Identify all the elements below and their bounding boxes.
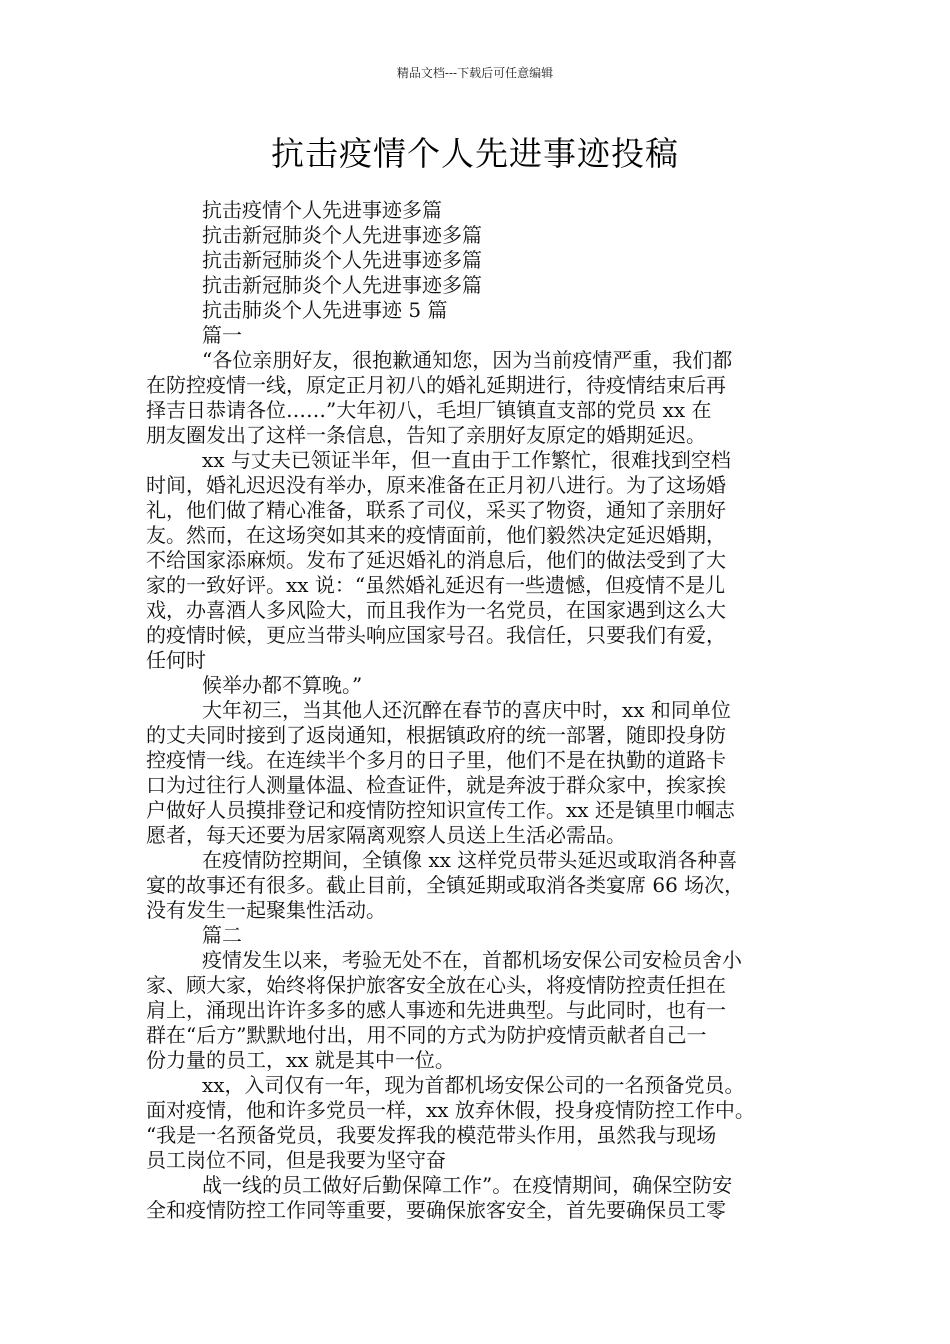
body-line: 户做好人员摸排登记和疫情防控知识宣传工作。xx 还是镇里巾帼志 bbox=[146, 798, 735, 822]
body-line: 的丈夫同时接到了返岗通知，根据镇政府的统一部署，随即投身防 bbox=[146, 723, 726, 747]
body-line: 抗击疫情个人先进事迹多篇 bbox=[202, 198, 442, 222]
body-line: 不给国家添麻烦。发布了延迟婚礼的消息后，他们的做法受到了大 bbox=[146, 548, 726, 572]
body-line: 全和疫情防控工作同等重要，要确保旅客安全，首先要确保员工零 bbox=[146, 1198, 726, 1222]
body-line: 任何时 bbox=[146, 648, 206, 672]
body-line: 没有发生一起聚集性活动。 bbox=[146, 898, 386, 922]
body-line: 大年初三，当其他人还沉醉在春节的喜庆中时，xx 和同单位 bbox=[202, 698, 731, 722]
body-line: “各位亲朋好友，很抱歉通知您，因为当前疫情严重，我们都 bbox=[202, 348, 733, 372]
document-body bbox=[146, 198, 814, 1223]
body-line: 抗击新冠肺炎个人先进事迹多篇 bbox=[202, 248, 482, 272]
body-line: xx 与丈夫已领证半年，但一直由于工作繁忙，很难找到空档 bbox=[202, 448, 731, 472]
body-line: 抗击新冠肺炎个人先进事迹多篇 bbox=[202, 223, 482, 247]
body-line: 肩上，涌现出许许多多的感人事迹和先进典型。与此同时，也有一 bbox=[146, 998, 726, 1022]
body-line: “我是一名预备党员，我要发挥我的模范带头作用，虽然我与现场 bbox=[146, 1123, 717, 1147]
body-line: xx，入司仅有一年，现为首都机场安保公司的一名预备党员。 bbox=[202, 1073, 745, 1097]
body-line: 时间，婚礼迟迟没有举办，原来准备在正月初八进行。为了这场婚 bbox=[146, 473, 726, 497]
body-line: 口为过往行人测量体温、检查证件，就是奔波于群众家中，挨家挨 bbox=[146, 773, 726, 797]
body-line: 礼，他们做了精心准备，联系了司仪，采买了物资，通知了亲朋好 bbox=[146, 498, 726, 522]
document-title: 抗击疫情个人先进事迹投稿 bbox=[271, 134, 679, 173]
body-line: 抗击新冠肺炎个人先进事迹多篇 bbox=[202, 273, 482, 297]
body-line: 抗击肺炎个人先进事迹 5 篇 bbox=[202, 298, 448, 322]
body-line: 择吉日恭请各位……”大年初八，毛坦厂镇镇直支部的党员 xx 在 bbox=[146, 398, 712, 422]
body-line: 家的一致好评。xx 说：“虽然婚礼延迟有一些遗憾，但疫情不是儿 bbox=[146, 573, 726, 597]
body-line: 候举办都不算晚。” bbox=[202, 673, 363, 697]
body-line: 愿者，每天还要为居家隔离观察人员送上生活必需品。 bbox=[146, 823, 626, 847]
body-line: 份力量的员工，xx 就是其中一位。 bbox=[146, 1048, 455, 1072]
body-line: 控疫情一线。在连续半个多月的日子里，他们不是在执勤的道路卡 bbox=[146, 748, 726, 772]
body-line: 的疫情时候，更应当带头响应国家号召。我信任，只要我们有爱， bbox=[146, 623, 726, 647]
body-line: 友。然而，在这场突如其来的疫情面前，他们毅然决定延迟婚期， bbox=[146, 523, 726, 547]
body-line: 面对疫情，他和许多党员一样，xx 放弃休假，投身疫情防控工作中。 bbox=[146, 1098, 755, 1122]
body-line: 疫情发生以来，考验无处不在，首都机场安保公司安检员舍小 bbox=[202, 948, 742, 972]
body-line: 在防控疫情一线，原定正月初八的婚礼延期进行，待疫情结束后再 bbox=[146, 373, 726, 397]
body-line: 篇一 bbox=[202, 323, 242, 347]
body-line: 家、顾大家，始终将保护旅客安全放在心头，将疫情防控责任担在 bbox=[146, 973, 726, 997]
body-line: 朋友圈发出了这样一条信息，告知了亲朋好友原定的婚期延迟。 bbox=[146, 423, 706, 447]
body-line: 员工岗位不同，但是我要为坚守奋 bbox=[146, 1148, 446, 1172]
body-line: 戏，办喜酒人多风险大，而且我作为一名党员，在国家遇到这么大 bbox=[146, 598, 726, 622]
body-line: 群在“后方”默默地付出，用不同的方式为防护疫情贡献者自己一 bbox=[146, 1023, 707, 1047]
page-header-note: 精品文档---下载后可任意编辑 bbox=[396, 66, 554, 80]
body-line: 篇二 bbox=[202, 923, 242, 947]
body-line: 宴的故事还有很多。截止目前，全镇延期或取消各类宴席 66 场次， bbox=[146, 873, 745, 897]
body-line: 战一线的员工做好后勤保障工作”。在疫情期间，确保空防安 bbox=[202, 1173, 733, 1197]
body-line: 在疫情防控期间，全镇像 xx 这样党员带头延迟或取消各种喜 bbox=[202, 848, 738, 872]
